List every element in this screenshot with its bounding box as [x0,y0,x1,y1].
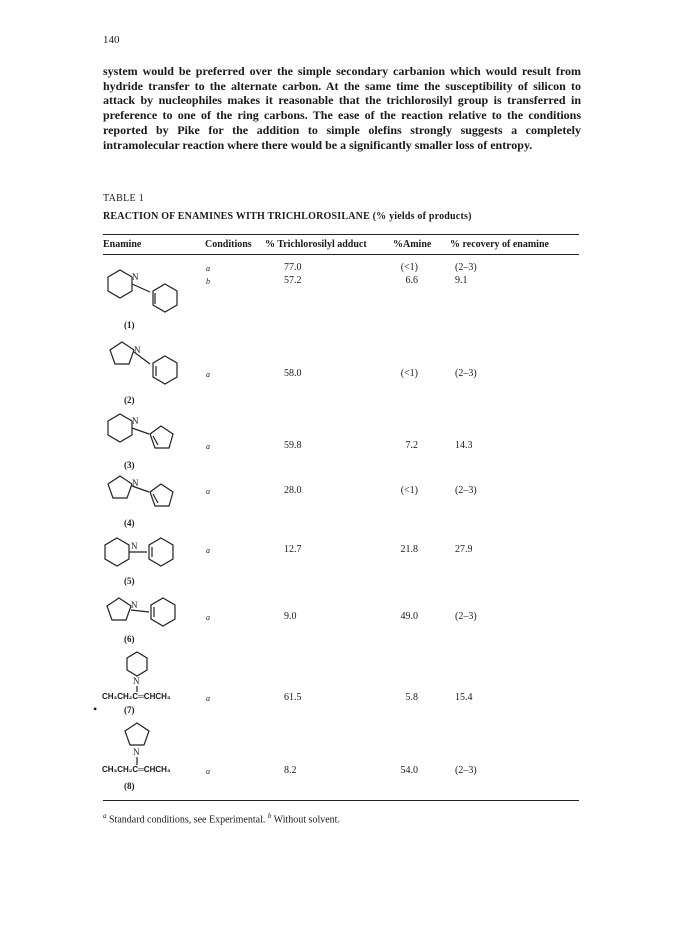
compound-label: (5) [124,576,135,586]
table-footnote [103,812,340,825]
svg-text:N: N [133,676,140,686]
cell-adduct: 57.2 [284,275,302,286]
cell-adduct: 8.2 [284,765,297,776]
cell-recovery: 9.1 [455,275,468,286]
footnote-text-a: Standard conditions, see Experimental. [106,814,266,826]
cell-recovery: (2–3) [455,485,477,496]
table-top-rule [103,234,579,235]
svg-text:N: N [132,272,139,282]
table-bottom-rule [103,800,579,801]
svg-text:N: N [132,478,139,488]
svg-text:N: N [133,747,140,757]
cell-recovery: (2–3) [455,765,477,776]
cell-amine: (<1) [400,485,418,496]
cell-amine: (<1) [400,262,418,273]
footnote-text-b: Without solvent. [271,814,340,826]
footnote-mark-a: a [103,812,107,820]
col-header-conditions: Conditions [205,239,252,250]
structure-6 [95,592,205,642]
svg-text:N: N [131,600,138,610]
structure-5 [95,532,205,582]
compound-label: (4) [124,518,135,528]
cell-conditions: a [206,264,210,273]
svg-text:N: N [134,345,141,355]
cell-conditions: a [206,694,210,703]
cell-recovery: 15.4 [455,692,473,703]
cell-amine: 54.0 [400,765,418,776]
col-header-recovery: % recovery of enamine [450,239,549,250]
footnote-mark-b: b [267,812,272,820]
structure-7 [95,648,205,698]
compound-label: (1) [124,320,135,330]
cell-conditions: a [206,767,210,776]
cell-recovery: (2–3) [455,368,477,379]
structure-8 [95,721,205,771]
cell-adduct: 28.0 [284,485,302,496]
cell-amine: 7.2 [405,440,418,451]
table-header-rule [103,254,579,255]
cell-recovery: (2–3) [455,611,477,622]
cell-adduct: 59.8 [284,440,302,451]
compound-label: (6) [124,634,135,644]
cell-amine: 5.8 [405,692,418,703]
col-header-enamine: Enamine [103,239,142,250]
cell-adduct: 58.0 [284,368,302,379]
margin-bullet: • [93,702,98,716]
cell-conditions: a [206,370,210,379]
col-header-amine: %Amine [393,239,432,250]
cell-conditions: a [206,613,210,622]
table-title: REACTION OF ENAMINES WITH TRICHLOROSILANE (% yields of products) [103,211,472,222]
table-label: TABLE 1 [103,193,145,204]
body-paragraph: system would be preferred over the simple secondary carbanion which would result from hydride transfer to the alternate carbon. At the same time the susceptibility of silicon to attack by nucleophiles makes it reasonable that the trichlorosilyl group is transferred in preference to one of the ring carbons. The ease of the reaction relative to the conditions reported by Pike for the addition to simple olefins strongly suggests a completely intramolecular reaction where there would be a significantly smaller loss of entropy. [103,64,581,152]
cell-conditions: a [206,442,210,451]
structure-1 [95,262,205,327]
compound-label: (2) [124,395,135,405]
cell-adduct: 77.0 [284,262,302,273]
cell-amine: (<1) [400,368,418,379]
structural-formula: CH₃CH₂C═CHCH₃ [102,765,171,774]
cell-amine: 49.0 [400,611,418,622]
compound-label: (8) [124,781,135,791]
svg-text:N: N [132,416,139,426]
col-header-adduct: % Trichlorosilyl adduct [265,239,367,250]
structural-formula: CH₃CH₂C═CHCH₃ [102,692,171,701]
cell-amine: 21.8 [400,544,418,555]
compound-label: (3) [124,460,135,470]
cell-adduct: 61.5 [284,692,302,703]
cell-recovery: (2–3) [455,262,477,273]
cell-recovery: 27.9 [455,544,473,555]
cell-conditions: a [206,487,210,496]
cell-adduct: 9.0 [284,611,297,622]
cell-conditions: a [206,546,210,555]
structure-3 [95,410,205,470]
page-number: 140 [103,34,120,46]
cell-recovery: 14.3 [455,440,473,451]
cell-adduct: 12.7 [284,544,302,555]
structure-4 [95,470,205,530]
structure-2 [95,336,205,401]
cell-conditions: b [206,277,210,286]
compound-label: (7) [124,705,135,715]
cell-amine: 6.6 [405,275,418,286]
svg-text:N: N [131,541,138,551]
